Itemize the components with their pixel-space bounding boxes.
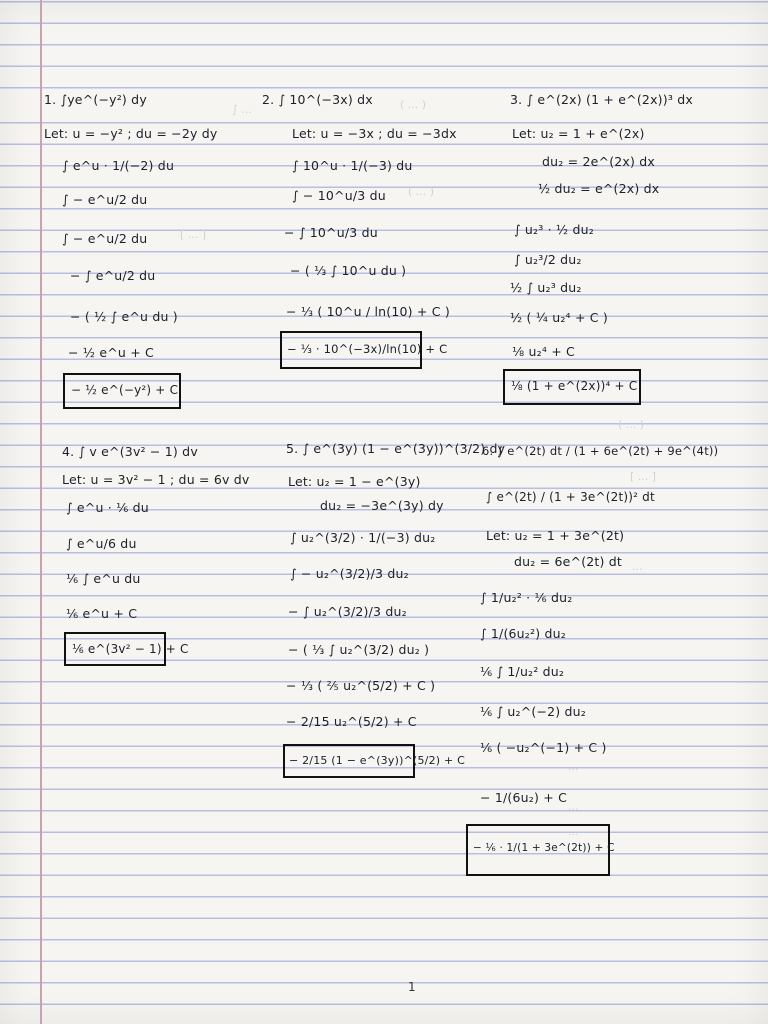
problem-1-line: ∫ − e^u/2 du: [62, 192, 148, 207]
problem-1-line: − ∫ e^u/2 du: [70, 268, 156, 283]
problem-5-line: − ⅓ ( ⅖ u₂^(5/2) + C ): [286, 678, 436, 693]
problem-1-line: − ( ½ ∫ e^u du ): [70, 309, 178, 324]
problem-6-line: ⅙ ∫ u₂^(−2) du₂: [480, 704, 587, 719]
problem-4-line: 4. ∫ v e^(3v² − 1) dv: [62, 444, 198, 459]
problem-6-line: − 1/(6u₂) + C: [480, 790, 567, 805]
problem-5-line: ∫ u₂^(3/2) · 1/(−3) du₂: [290, 530, 436, 545]
problem-2-line: Let: u = −3x ; du = −3dx: [292, 126, 457, 141]
problem-4-answer: ⅙ e^(3v² − 1) + C: [72, 642, 189, 656]
problem-4-line: ⅙ ∫ e^u du: [66, 571, 141, 586]
answer-box: [283, 744, 465, 778]
bleed-through-text: ...: [568, 760, 579, 773]
problem-4-line: ∫ e^u · ⅙ du: [66, 500, 149, 515]
problem-3-line: ⅛ u₂⁴ + C: [512, 344, 575, 359]
problem-5-line: − 2/15 u₂^(5/2) + C: [286, 714, 417, 729]
problem-5-line: − ∫ u₂^(3/2)/3 du₂: [288, 604, 407, 619]
bleed-through-text: ( ... ): [400, 98, 427, 111]
problem-3-line: du₂ = 2e^(2x) dx: [542, 154, 656, 169]
problem-1-line: ∫ − e^u/2 du: [62, 231, 148, 246]
problem-2-line: ∫ 10^u · 1/(−3) du: [292, 158, 413, 173]
problem-3-answer: ⅛ (1 + e^(2x))⁴ + C: [511, 379, 638, 393]
problem-6-line: 6. ∫ e^(2t) dt / (1 + 6e^(2t) + 9e^(4t)): [482, 444, 719, 458]
margin-line: [40, 0, 42, 1024]
problem-3-line: 3. ∫ e^(2x) (1 + e^(2x))³ dx: [510, 92, 693, 107]
problem-5-answer: − 2/15 (1 − e^(3y))^(5/2) + C: [289, 754, 465, 767]
problem-5-line: ∫ − u₂^(3/2)/3 du₂: [290, 566, 409, 581]
problem-6-answer: − ⅙ · 1/(1 + 3e^(2t)) + C: [473, 842, 615, 854]
problem-3-line: ∫ u₂³ · ½ du₂: [514, 222, 594, 237]
answer-box: [63, 373, 181, 409]
problem-5-line: 5. ∫ e^(3y) (1 − e^(3y))^(3/2) dy: [286, 441, 506, 456]
bleed-through-text: ...: [568, 800, 579, 813]
problem-3-line: ∫ u₂³/2 du₂: [514, 252, 582, 267]
problem-1-line: 1. ∫ye^(−y²) dy: [44, 92, 147, 107]
problem-2-line: 2. ∫ 10^(−3x) dx: [262, 92, 373, 107]
problem-5-line: Let: u₂ = 1 − e^(3y): [288, 474, 421, 489]
problem-1-line: ∫ e^u · 1/(−2) du: [62, 158, 175, 173]
problem-2-line: − ( ⅓ ∫ 10^u du ): [290, 263, 407, 278]
bleed-through-text: ( ... ): [618, 418, 645, 431]
bleed-through-text: ( ... ): [408, 185, 435, 198]
problem-4-line: ∫ e^u/6 du: [66, 536, 137, 551]
problem-1-answer: − ½ e^(−y²) + C: [71, 383, 179, 397]
problem-2-line: ∫ − 10^u/3 du: [292, 188, 386, 203]
answer-box: [503, 369, 641, 405]
problem-1-line: − ½ e^u + C: [68, 345, 154, 360]
problem-3-line: ½ ( ¼ u₂⁴ + C ): [510, 310, 608, 325]
problem-6-line: ∫ 1/(6u₂²) du₂: [480, 626, 566, 641]
problem-4-line: Let: u = 3v² − 1 ; du = 6v dv: [62, 472, 250, 487]
page-number: 1: [408, 980, 416, 994]
bleed-through-text: [ ... ]: [630, 470, 657, 483]
answer-box: [280, 331, 448, 369]
bleed-through-text: ∫ ...: [232, 103, 252, 116]
problem-3-line: Let: u₂ = 1 + e^(2x): [512, 126, 645, 141]
answer-box: [466, 824, 615, 876]
problem-6-line: Let: u₂ = 1 + 3e^(2t): [486, 528, 625, 543]
problem-6-line: ∫ e^(2t) / (1 + 3e^(2t))² dt: [486, 490, 655, 504]
problem-5-line: − ( ⅓ ∫ u₂^(3/2) du₂ ): [288, 642, 430, 657]
problem-3-line: ½ ∫ u₂³ du₂: [510, 280, 582, 295]
bleed-through-text: ...: [632, 560, 643, 573]
problem-2-line: − ⅓ ( 10^u / ln(10) + C ): [286, 304, 450, 319]
problem-5-line: du₂ = −3e^(3y) dy: [320, 498, 444, 513]
problem-1-line: Let: u = −y² ; du = −2y dy: [44, 126, 218, 141]
bleed-through-text: ...: [568, 825, 579, 838]
problem-2-answer: − ⅓ · 10^(−3x)/ln(10) + C: [287, 342, 448, 356]
problem-6-line: ⅙ ( −u₂^(−1) + C ): [480, 740, 607, 755]
problem-6-line: ⅙ ∫ 1/u₂² du₂: [480, 664, 565, 679]
bleed-through-text: [ ... ]: [180, 228, 207, 241]
answer-box: [64, 632, 189, 666]
problem-2-line: − ∫ 10^u/3 du: [284, 225, 378, 240]
problem-6-line: du₂ = 6e^(2t) dt: [514, 554, 623, 569]
problem-4-line: ⅙ e^u + C: [66, 606, 138, 621]
problem-3-line: ½ du₂ = e^(2x) dx: [538, 181, 660, 196]
problem-6-line: ∫ 1/u₂² · ⅙ du₂: [480, 590, 573, 605]
